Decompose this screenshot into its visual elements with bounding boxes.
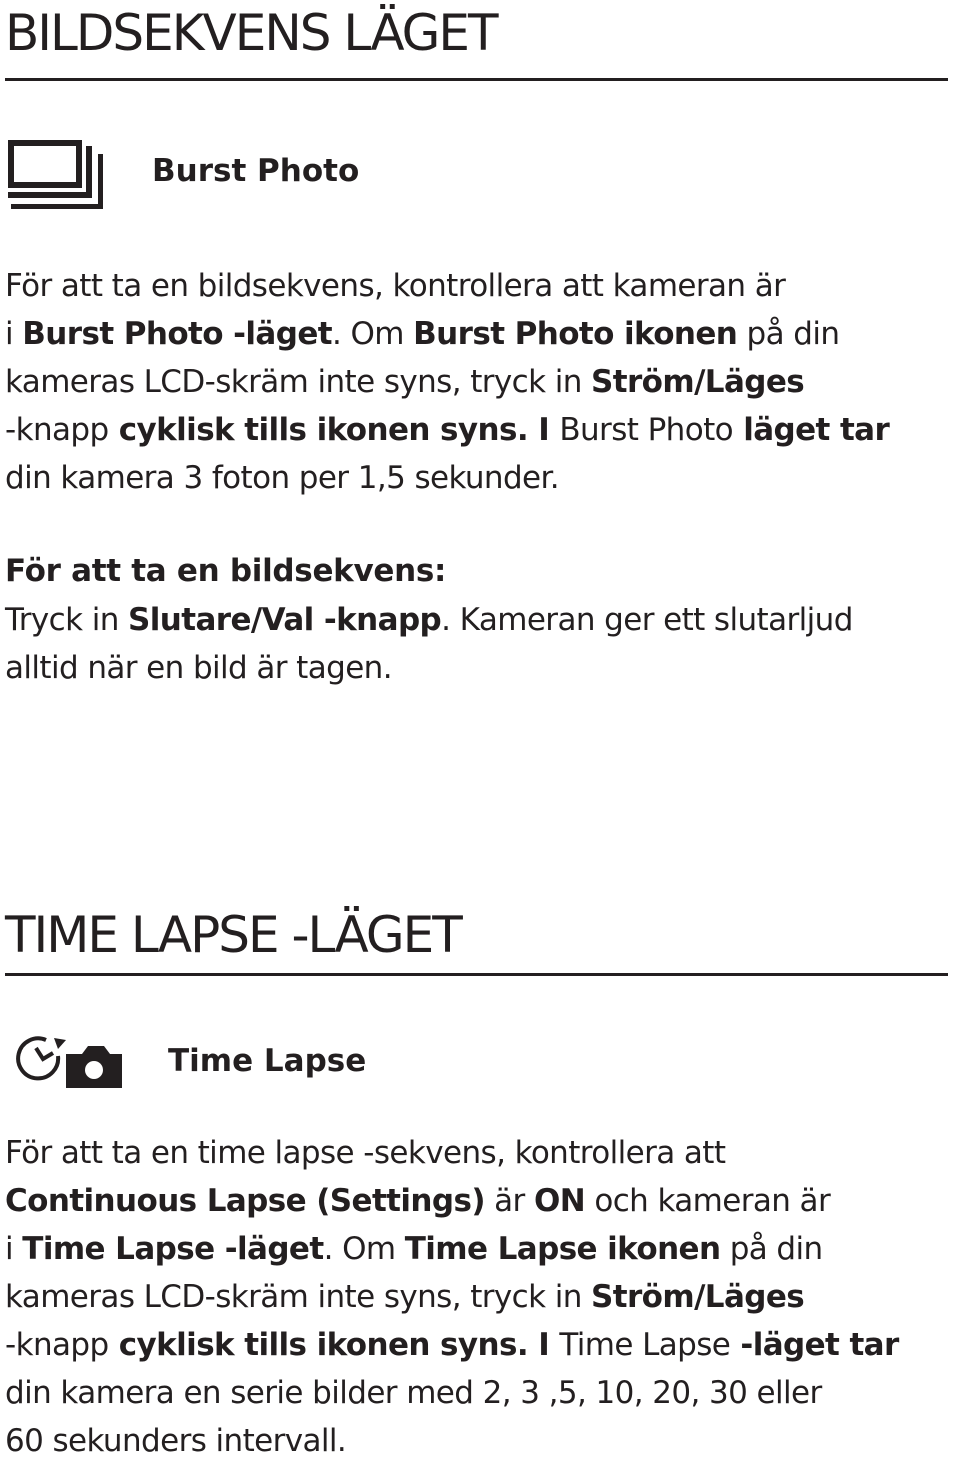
timelapse-intro-paragraph	[5, 1129, 950, 1465]
text-run: i	[5, 1231, 23, 1267]
text-run: och kameran är	[585, 1183, 831, 1219]
burst-photo-icon	[8, 140, 104, 214]
section-heading-burst: BILDSEKVENS LÄGET	[5, 4, 497, 62]
mode-label-burst: Burst Photo	[152, 153, 360, 189]
bold-term: Slutare/Val -knapp	[128, 602, 442, 638]
bold-term: Continuous Lapse (Settings)	[5, 1183, 485, 1219]
text-run: 60 sekunders intervall.	[5, 1423, 347, 1459]
text-line	[5, 454, 950, 502]
bold-term: Burst Photo ikonen	[413, 316, 738, 352]
bold-term: Ström/Läges	[591, 364, 805, 400]
bold-term: Time Lapse ikonen	[404, 1231, 721, 1267]
text-run: alltid när en bild är tagen.	[5, 650, 392, 686]
burst-howto-paragraph	[5, 596, 950, 692]
text-line	[5, 1369, 950, 1417]
bold-term: cyklisk tills ikonen syns. I	[108, 1327, 560, 1363]
text-run: Tryck in	[5, 602, 129, 638]
heading-rule	[5, 78, 948, 81]
text-run: är	[484, 1183, 534, 1219]
text-line	[5, 262, 950, 310]
text-run: kameras LCD-skräm inte syns, tryck in	[5, 364, 592, 400]
bold-term: -läget tar	[730, 1327, 899, 1363]
text-run: på din	[737, 316, 840, 352]
bold-term: cyklisk tills ikonen syns. I	[108, 412, 560, 448]
bold-term: Time Lapse -läget	[22, 1231, 324, 1267]
burst-intro-paragraph	[5, 262, 950, 502]
text-line	[5, 1417, 950, 1465]
text-line	[5, 1177, 950, 1225]
burst-howto-heading: För att ta en bildsekvens:	[5, 553, 447, 589]
mode-label-timelapse: Time Lapse	[168, 1043, 367, 1079]
text-run: -knapp	[5, 412, 109, 448]
text-run: din kamera 3 foton per 1,5 sekunder.	[5, 460, 560, 496]
text-run: på din	[720, 1231, 823, 1267]
text-run: kameras LCD-skräm inte syns, tryck in	[5, 1279, 592, 1315]
text-line	[5, 1129, 950, 1177]
text-line	[5, 310, 950, 358]
text-run: För att ta en bildsekvens, kontrollera att kameran är	[5, 268, 786, 304]
text-run: . Kameran ger ett slutarljud	[441, 602, 853, 638]
text-line	[5, 358, 950, 406]
text-run: Time Lapse	[559, 1327, 731, 1363]
text-line	[5, 644, 950, 692]
text-line	[5, 1225, 950, 1273]
text-run: -knapp	[5, 1327, 109, 1363]
bold-term: läget tar	[733, 412, 890, 448]
text-line	[5, 596, 950, 644]
text-run: i	[5, 316, 23, 352]
bold-term: Ström/Läges	[591, 1279, 805, 1315]
text-line	[5, 1273, 950, 1321]
heading-rule	[5, 973, 948, 976]
text-run: Burst Photo	[559, 412, 733, 448]
bold-term: Burst Photo -läget	[22, 316, 332, 352]
text-line	[5, 406, 950, 454]
text-line	[5, 1321, 950, 1369]
text-run: . Om	[331, 316, 414, 352]
text-run: För att ta en time lapse -sekvens, kontrollera att	[5, 1135, 726, 1171]
text-run: din kamera en serie bilder med 2, 3 ,5, 10, 20, 30 eller	[5, 1375, 822, 1411]
text-run: . Om	[323, 1231, 405, 1267]
section-heading-timelapse: TIME LAPSE -LÄGET	[5, 906, 461, 964]
bold-term: ON	[533, 1183, 586, 1219]
time-lapse-icon	[16, 1032, 124, 1094]
